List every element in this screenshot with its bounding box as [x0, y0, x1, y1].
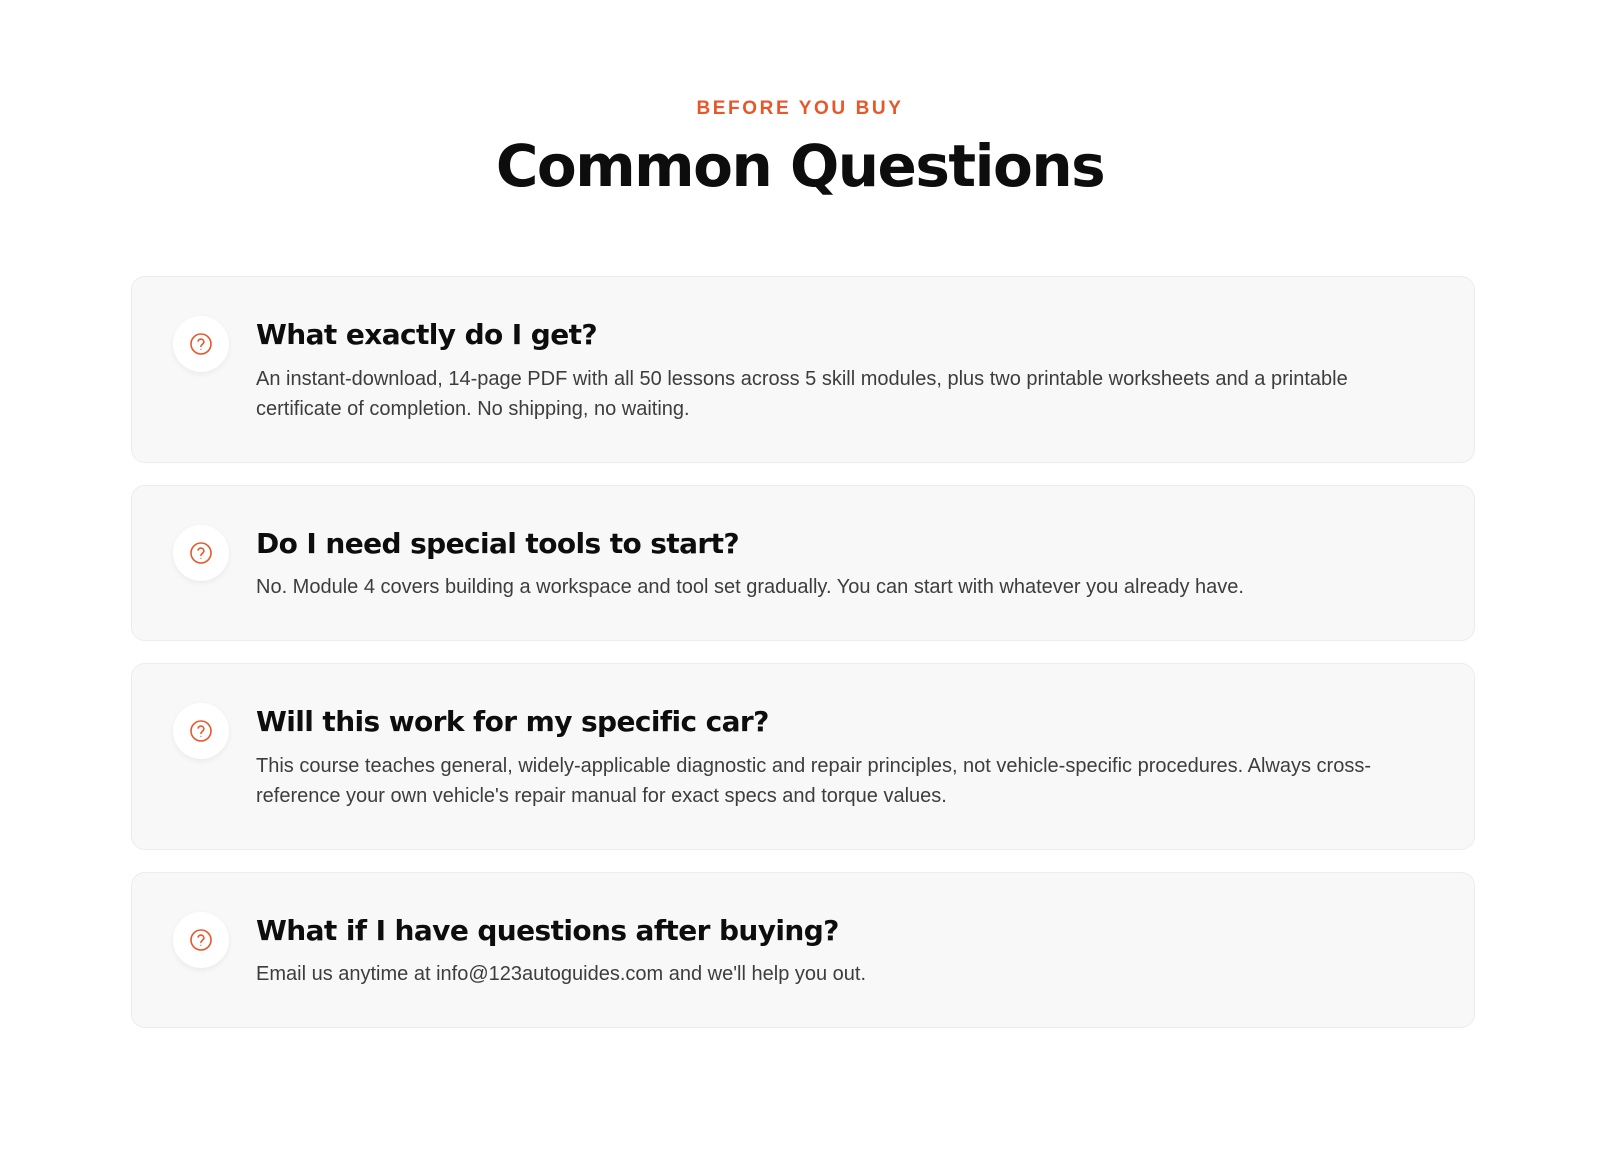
- section-eyebrow: BEFORE YOU BUY: [696, 98, 904, 119]
- faq-question: What if I have questions after buying?: [256, 913, 839, 947]
- faq-item: [131, 485, 1475, 642]
- faq-answer: An instant-download, 14-page PDF with all 50 lessons across 5 skill modules, plus two printable worksheets and a printable certificate of completion. No shipping, no waiting.: [256, 367, 1348, 420]
- faq-item: [131, 872, 1475, 1029]
- faq-list: [131, 276, 1475, 1050]
- section-title: Common Questions: [495, 132, 1105, 200]
- question-circle-icon: [173, 703, 229, 759]
- faq-item: [131, 276, 1475, 463]
- faq-item: [131, 663, 1475, 850]
- faq-answer: No. Module 4 covers building a workspace and tool set gradually. You can start with whatever you already have.: [256, 576, 1244, 599]
- faq-question: What exactly do I get?: [256, 318, 598, 351]
- faq-question: Do I need special tools to start?: [256, 526, 740, 560]
- question-circle-icon: [173, 912, 229, 968]
- question-circle-icon: [173, 525, 229, 581]
- question-circle-icon: [173, 316, 229, 372]
- faq-question: Will this work for my specific car?: [256, 705, 769, 739]
- faq-answer: This course teaches general, widely-applicable diagnostic and repair principles, not vehicle-specific procedures. Always cross-reference your own vehicle's repair manual for exact specs and torque values.: [256, 754, 1371, 807]
- faq-answer: Email us anytime at info@123autoguides.com and we'll help you out.: [256, 963, 867, 986]
